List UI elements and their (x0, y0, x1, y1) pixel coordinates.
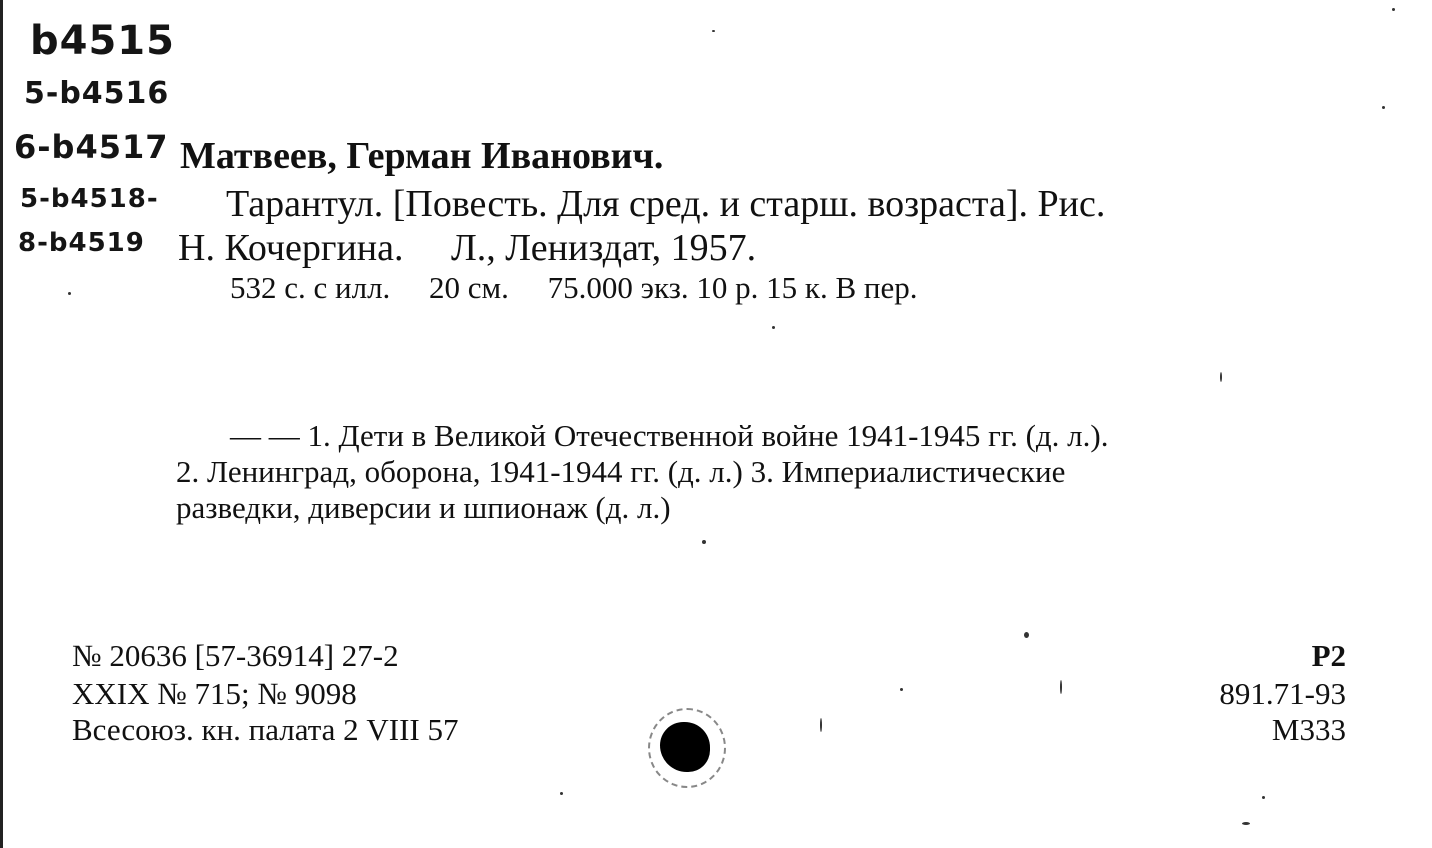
author-mark: М333 (1271, 712, 1346, 747)
register-number: XXIX № 715; № 9098 (72, 676, 357, 711)
card-number: № 20636 [57-36914] 27-2 (72, 638, 399, 673)
chamber-date: Всесоюз. кн. палата 2 VIII 57 (72, 712, 459, 747)
scan-speck (712, 30, 715, 32)
author-heading: Матвеев, Герман Иванович. (180, 135, 664, 177)
card-edge (0, 0, 3, 848)
subject-line-2: 2. Ленинград, оборона, 1941-1944 гг. (д. л.) 3. Империалистические (176, 454, 1066, 489)
classification-code: Р2 (1311, 638, 1346, 673)
scan-speck (68, 292, 71, 295)
scan-speck (772, 326, 775, 329)
ink-blot (660, 722, 710, 772)
handwritten-number-4: 5-b4518- (20, 184, 159, 214)
scan-speck (900, 688, 903, 691)
handwritten-number-2: 5-b4516 (24, 76, 170, 111)
scan-speck (1024, 632, 1029, 638)
subject-line-3: разведки, диверсии и шпионаж (д. л.) (176, 490, 671, 525)
scan-speck (560, 792, 563, 795)
scan-speck (702, 540, 706, 544)
illustrator-imprint-line: Н. Кочергина. Л., Лениздат, 1957. (178, 227, 757, 269)
scan-speck (820, 718, 822, 732)
subject-line-1: — — 1. Дети в Великой Отечественной войне 1941-1945 гг. (д. л.). (230, 418, 1109, 453)
scan-speck (1262, 796, 1265, 799)
scan-speck (1392, 8, 1395, 11)
handwritten-number-5: 8-b4519 (18, 228, 145, 258)
scan-speck (1060, 680, 1062, 694)
title-line: Тарантул. [Повесть. Для сред. и старш. возраста]. Рис. (226, 183, 1106, 225)
scan-speck (1382, 106, 1385, 109)
udc-code: 891.71-93 (1219, 676, 1346, 711)
scan-speck (1220, 372, 1222, 382)
handwritten-number-1: b4515 (30, 18, 175, 64)
scan-speck (1242, 822, 1250, 825)
physical-description: 532 с. с илл. 20 см. 75.000 экз. 10 р. 15 к. В пер. (230, 270, 918, 305)
handwritten-number-3: 6-b4517 (14, 128, 169, 166)
